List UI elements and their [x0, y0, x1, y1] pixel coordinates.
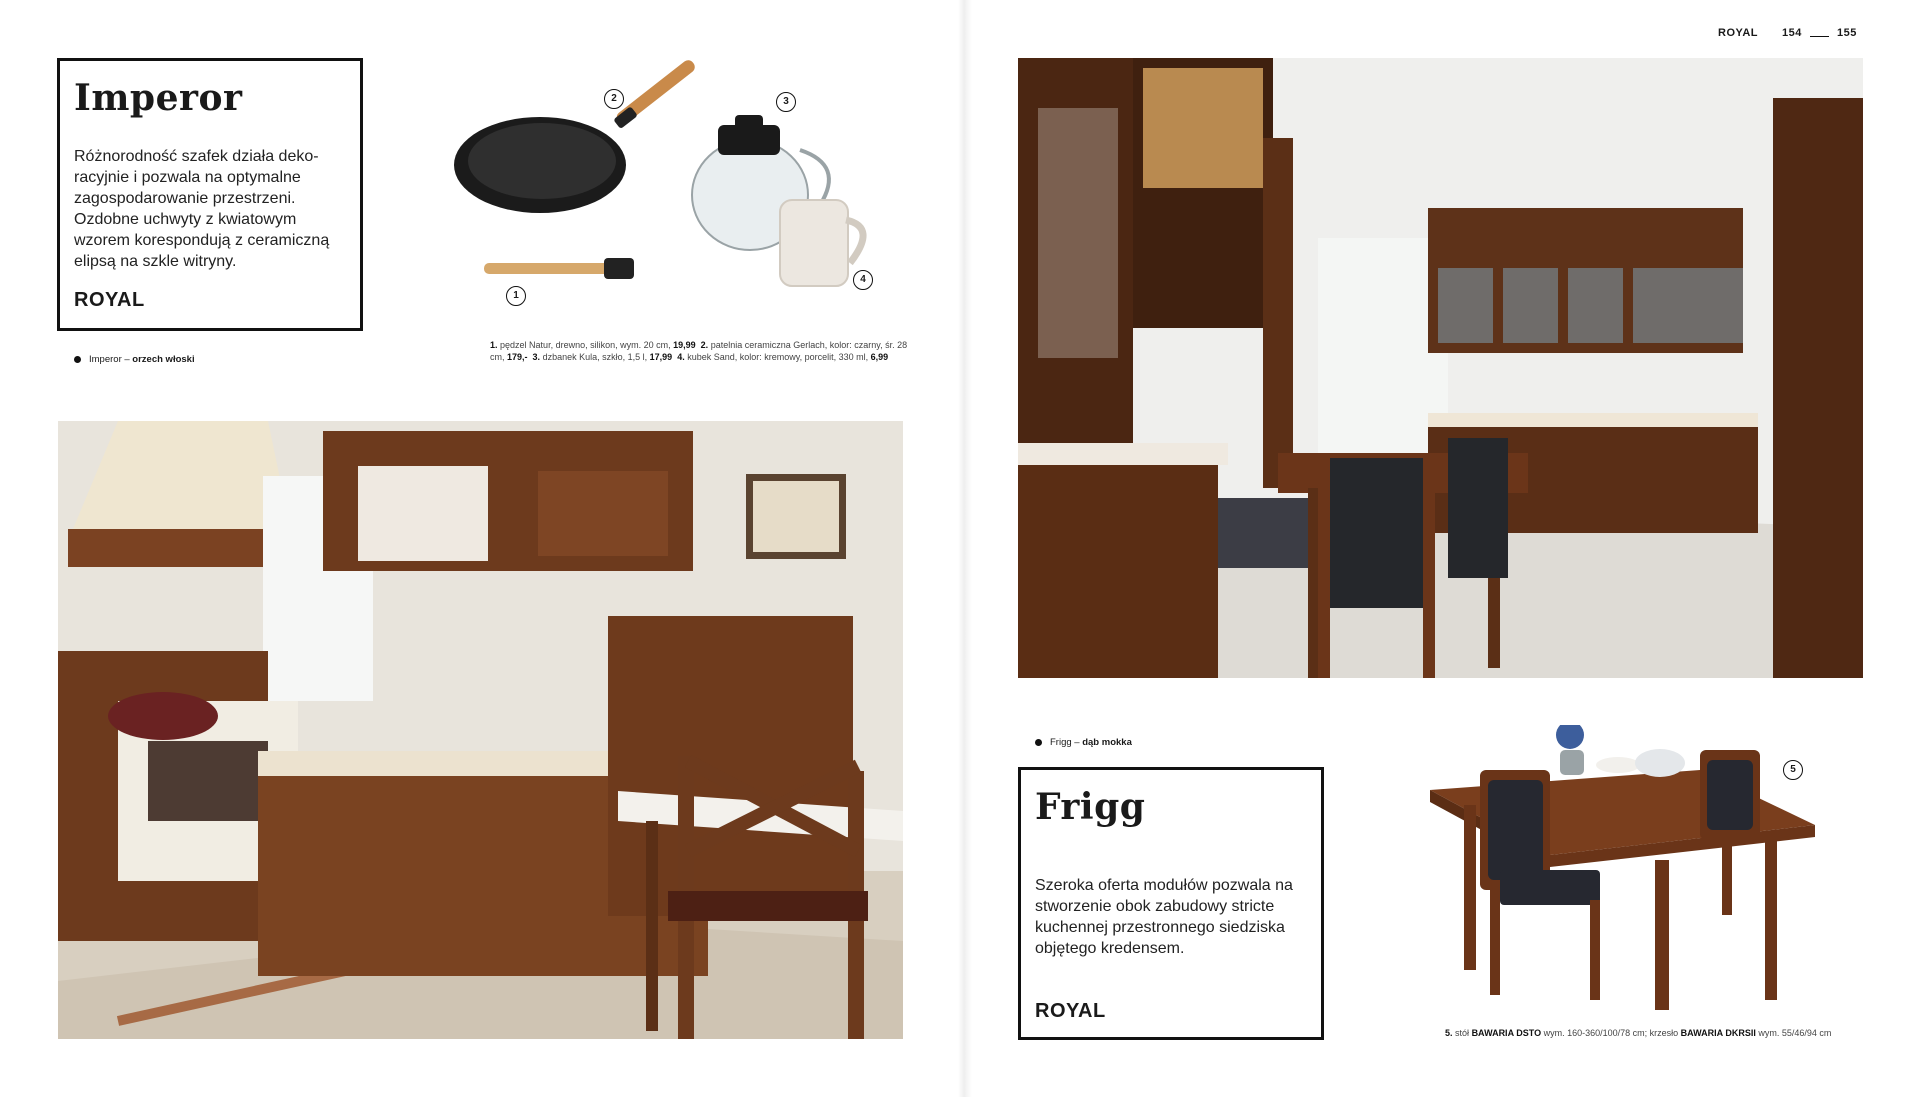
imperor-kitchen-photo	[58, 421, 903, 1039]
caption-item2-num: 2.	[700, 340, 709, 350]
caption-item1-price: 19,99	[673, 340, 696, 350]
imperor-finish-name: Imperor –	[89, 354, 130, 365]
product-marker-1: 1	[506, 286, 526, 306]
frigg-info-box	[1018, 767, 1324, 1040]
caption-item3-text: dzbanek Kula, szkło, 1,5 l,	[542, 351, 648, 362]
product-marker-4: 4	[853, 270, 873, 290]
kitchenware-illustration	[450, 55, 900, 305]
page-number-left: 154	[1782, 27, 1802, 39]
products-caption	[490, 340, 910, 363]
product-marker-3: 3	[776, 92, 796, 112]
frigg-finish-value: dąb mokka	[1082, 737, 1132, 748]
caption-item1-num: 1.	[490, 340, 498, 350]
imperor-finish-value: orzech włoski	[132, 354, 195, 365]
imperor-kitchen-illustration	[58, 421, 903, 1039]
caption-table-name: BAWARIA DSTO	[1471, 1028, 1542, 1038]
frigg-title: Frigg	[1035, 786, 1146, 828]
caption-item4-price: 6,99	[870, 351, 889, 362]
dining-set-product-image	[1430, 725, 1815, 1015]
header-brand: ROYAL	[1718, 27, 1758, 39]
caption-item1-text: pędzel Natur, drewno, silikon, wym. 20 cm,	[500, 340, 671, 350]
frigg-kitchen-photo	[1018, 58, 1863, 678]
caption-table-dims: wym. 160-360/100/78 cm; krzesło	[1543, 1028, 1679, 1038]
dining-set-caption	[1445, 1028, 1831, 1040]
frigg-finish-label	[1035, 737, 1132, 748]
bullet-icon	[74, 356, 81, 363]
frigg-description: Szeroka oferta modułów pozwala na stworzenie obok zabudowy stricte kuchennej przestronnego siedziska objętego kredensem.	[1035, 877, 1293, 957]
imperor-info-box	[57, 58, 363, 331]
frigg-finish-name: Frigg –	[1050, 737, 1080, 748]
frigg-brand: ROYAL	[1035, 1000, 1106, 1022]
caption-table-prefix: stół	[1455, 1028, 1470, 1038]
imperor-title: Imperor	[74, 77, 243, 119]
page-number-right: 155	[1837, 27, 1857, 39]
imperor-finish-label	[74, 354, 195, 365]
caption-chair-dims: wym. 55/46/94 cm	[1758, 1028, 1832, 1038]
imperor-brand: ROYAL	[74, 289, 145, 311]
kitchenware-products-image	[450, 55, 900, 305]
dining-set-illustration	[1430, 725, 1815, 1015]
caption-item3-price: 17,99	[649, 351, 673, 362]
caption-item5-num: 5.	[1445, 1028, 1453, 1038]
caption-item2-text: patelnia ceramiczna Gerlach, kolor: czarny, śr. 28 cm,	[490, 340, 908, 362]
caption-item4-text: kubek Sand, kolor: kremowy, porcelit, 330 ml,	[687, 351, 869, 362]
frigg-kitchen-illustration	[1018, 58, 1863, 678]
bullet-icon	[1035, 739, 1042, 746]
caption-chair-name: BAWARIA DKRSII	[1680, 1028, 1756, 1038]
page-number-divider	[1810, 36, 1829, 37]
product-marker-5: 5	[1783, 760, 1803, 780]
imperor-description: Różnorodność szafek działa deko-racyjnie i pozwala na optymalne zagospodarowanie przestrzeni. Ozdobne uchwyty z kwiatowym wzorem korespondują z ceramiczną elipsą na szkle witryny.	[74, 148, 330, 270]
page-gutter	[958, 0, 972, 1097]
caption-item2-price: 179,-	[507, 351, 528, 362]
product-marker-2: 2	[604, 89, 624, 109]
caption-item3-num: 3.	[532, 351, 541, 362]
caption-item4-num: 4.	[677, 351, 685, 362]
